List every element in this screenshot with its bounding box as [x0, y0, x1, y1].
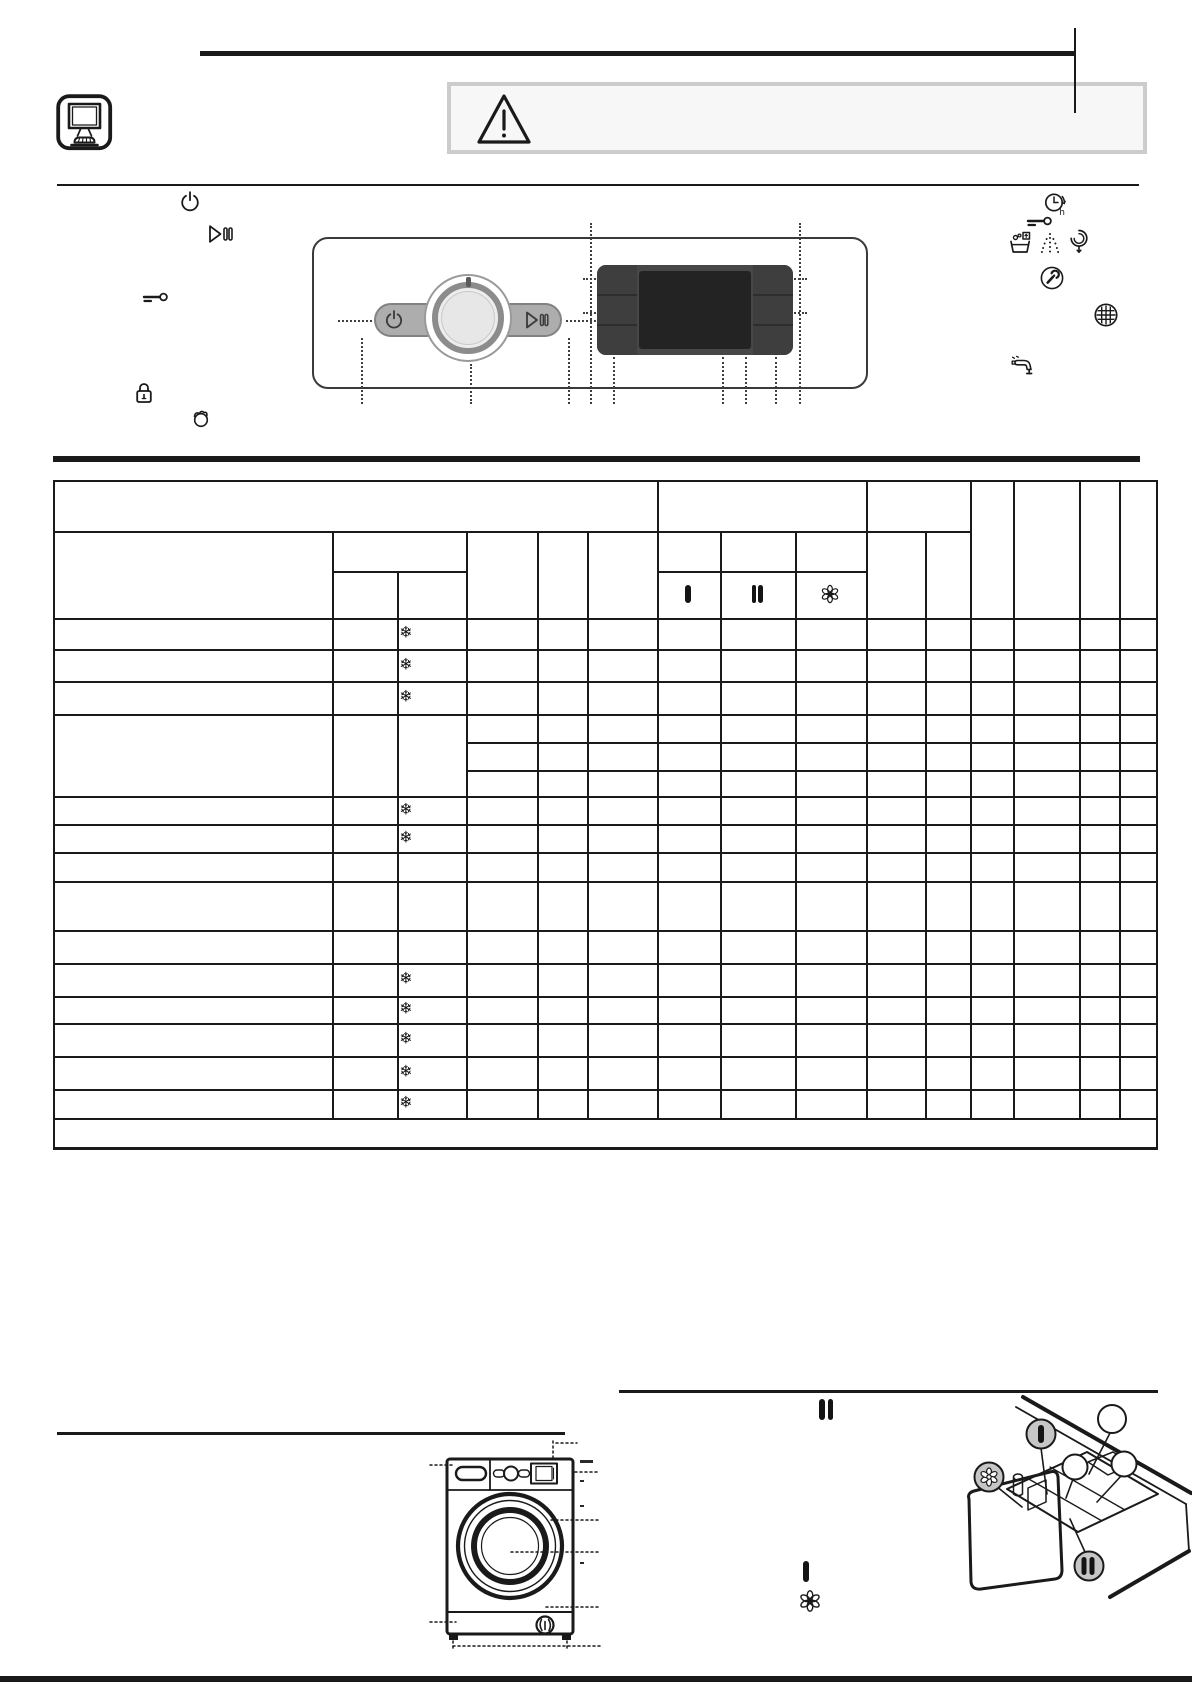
online-manual-monitor-icon — [56, 94, 114, 152]
wrench-service-icon — [1039, 265, 1065, 291]
drawer-callout-prewash — [1027, 1420, 1056, 1449]
compartment-I-symbol-bar — [803, 1561, 809, 1582]
left-column-rule — [57, 1432, 565, 1435]
compartment-II-symbol-bar1 — [819, 1399, 825, 1420]
curly-cloud-icon — [190, 408, 212, 428]
table-grid-line — [53, 1056, 1158, 1058]
cold-wash-snowflake: ❄ — [399, 654, 413, 674]
table-grid-line — [466, 742, 1158, 744]
callout-dotted-line — [338, 320, 372, 322]
rinse-spray-icon — [1038, 231, 1062, 255]
tap-water-icon — [1010, 355, 1038, 377]
table-grid-line — [53, 996, 1158, 998]
table-grid-line — [53, 531, 970, 533]
cold-wash-snowflake: ❄ — [399, 1061, 413, 1081]
warning-triangle-icon — [473, 90, 535, 150]
stripped-text-dash — [580, 1562, 584, 1564]
table-grid-line — [53, 618, 1158, 620]
header-rule — [200, 51, 1076, 56]
key-icon — [142, 291, 169, 305]
stripped-text-dash — [580, 1480, 584, 1482]
table-grid-line — [332, 571, 466, 573]
table-grid-line — [1156, 480, 1158, 1149]
callout-dotted-line — [568, 338, 570, 404]
softener-flower-symbol — [796, 1587, 824, 1615]
cold-wash-snowflake: ❄ — [399, 968, 413, 988]
power-icon — [383, 309, 405, 331]
table-grid-line — [466, 770, 1158, 772]
callout-dotted-line — [361, 338, 363, 404]
cold-wash-snowflake: ❄ — [399, 1092, 413, 1112]
callout-dotted-line — [566, 320, 596, 322]
compartment-II-symbol-bar2 — [828, 1399, 834, 1420]
table-grid-line — [53, 852, 1158, 854]
cold-wash-snowflake: ❄ — [399, 622, 413, 642]
table-grid-line — [657, 571, 866, 573]
washing-machine-figure — [425, 1430, 605, 1655]
cold-wash-snowflake: ❄ — [399, 827, 413, 847]
drawer-callout-mainwash — [1075, 1552, 1104, 1581]
table-grid-line — [53, 1147, 1158, 1150]
start-pause-icon — [206, 223, 234, 245]
display-unit — [597, 265, 793, 355]
table-grid-line — [53, 681, 1158, 683]
cold-wash-snowflake: ❄ — [399, 1028, 413, 1048]
table-grid-line — [53, 480, 55, 1149]
panel-section-rule — [57, 184, 1139, 186]
callout-dotted-line — [791, 312, 807, 314]
header-corner-tick — [1074, 28, 1076, 113]
display-screen — [639, 271, 751, 349]
delay-hours-clock-icon — [1043, 190, 1069, 217]
callout-dotted-line — [583, 278, 599, 280]
program-knob — [441, 291, 495, 345]
table-grid-line — [53, 963, 1158, 965]
warning-box — [447, 82, 1147, 154]
callout-dotted-line — [745, 357, 747, 404]
callout-dotted-line — [583, 312, 599, 314]
table-grid-line — [53, 881, 1158, 883]
stripped-text-dash — [580, 1505, 584, 1507]
wash-basin-icon — [1008, 231, 1034, 255]
page-bottom-bar — [0, 1676, 1192, 1682]
display-right-buttons — [753, 265, 793, 355]
callout-dotted-line — [722, 357, 724, 404]
display-left-buttons — [597, 265, 637, 355]
table-grid-line — [53, 1118, 1158, 1120]
spin-drain-icon — [1068, 228, 1090, 254]
callout-dotted-line — [613, 357, 615, 404]
right-column-rule — [619, 1390, 1158, 1393]
start-pause-icon — [524, 310, 550, 330]
hour-label: h — [1059, 208, 1065, 217]
drawer-callout-empty — [1063, 1455, 1088, 1480]
detergent-drawer-figure — [950, 1390, 1192, 1605]
callout-dotted-line — [791, 278, 807, 280]
callout-dotted-line — [775, 357, 777, 404]
detergent-I-symbol — [685, 585, 691, 603]
power-icon — [178, 190, 202, 214]
callout-dotted-line — [470, 364, 472, 404]
cold-wash-snowflake: ❄ — [399, 799, 413, 819]
table-grid-line — [53, 824, 1158, 826]
waffle-grid-icon — [1093, 302, 1119, 328]
table-grid-line — [53, 796, 1158, 798]
detergent-softener-flower-symbol — [818, 582, 842, 606]
drawer-callout-empty — [1098, 1405, 1126, 1433]
key-icon — [1026, 215, 1053, 229]
table-grid-line — [53, 1023, 1158, 1025]
table-section-bar — [53, 456, 1140, 462]
detergent-II-symbol — [758, 585, 763, 603]
table-grid-line — [53, 480, 1158, 482]
cold-wash-snowflake: ❄ — [399, 998, 413, 1018]
table-grid-line — [53, 930, 1158, 932]
program-knob-notch — [466, 277, 471, 287]
padlock-icon — [134, 381, 154, 405]
drawer-callout-softener — [975, 1463, 1004, 1492]
table-grid-line — [53, 649, 1158, 651]
cold-wash-snowflake: ❄ — [399, 686, 413, 706]
drawer-callout-empty — [1112, 1452, 1137, 1477]
stripped-text-dash — [580, 1460, 593, 1463]
table-grid-line — [53, 714, 1158, 716]
detergent-II-symbol — [752, 585, 757, 603]
table-grid-line — [53, 1089, 1158, 1091]
table-grid-line — [397, 571, 399, 1118]
